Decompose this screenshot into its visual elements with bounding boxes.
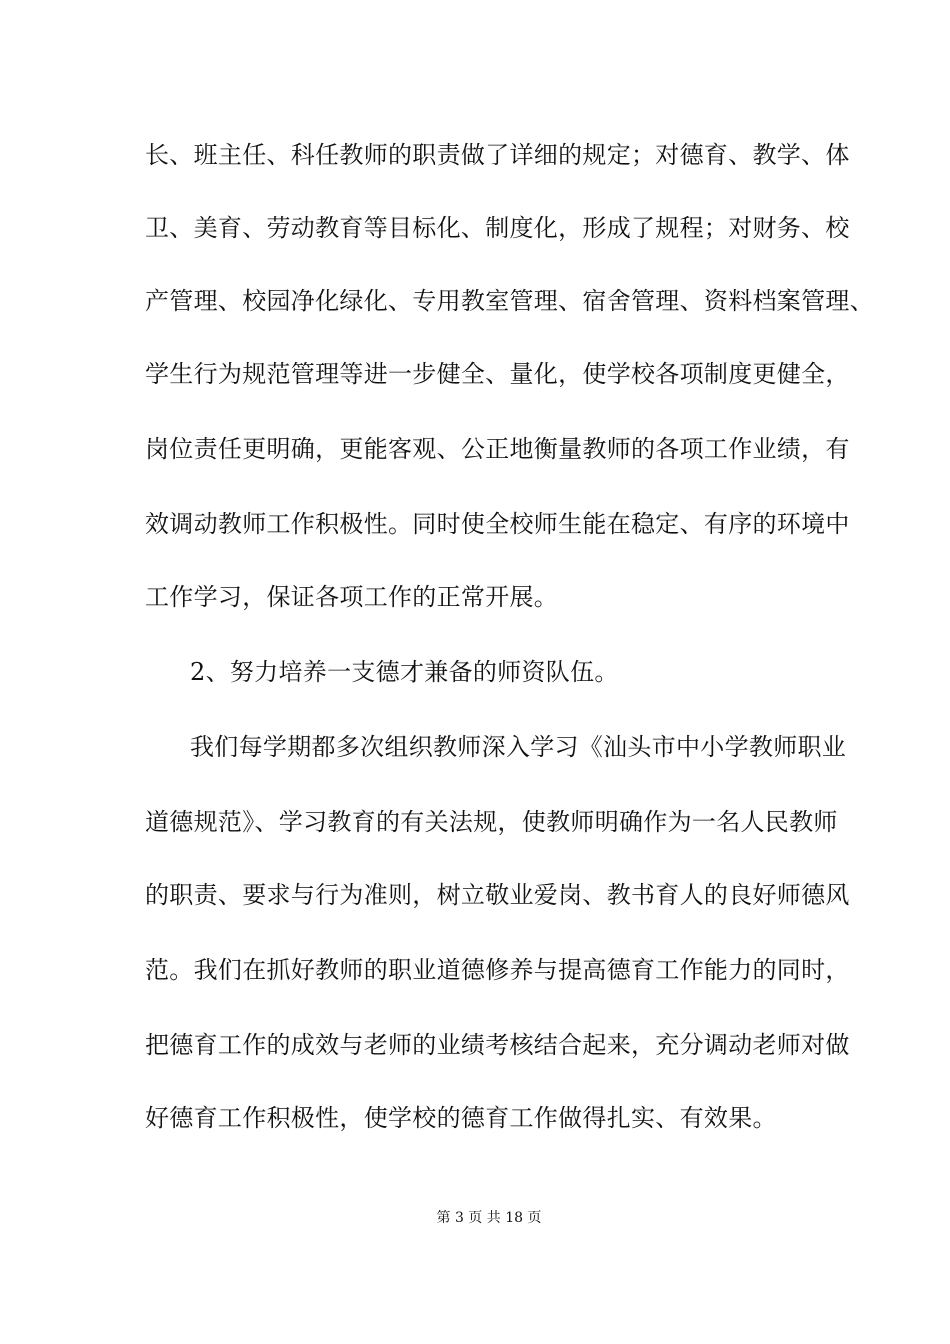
paragraph-2-line-3: 的职责、要求与行为准则，树立敬业爱岗、教书育人的良好师德风: [145, 881, 850, 909]
paragraph-2-line-2: 道德规范》、学习教育的有关法规，使教师明确作为一名人民教师: [145, 808, 838, 836]
paragraph-1-line-1: 长、班主任、科任教师的职责做了详细的规定；对德育、教学、体: [145, 141, 850, 169]
paragraph-1-line-5: 岗位责任更明确，更能客观、公正地衡量教师的各项工作业绩，有: [145, 435, 850, 463]
paragraph-1-line-6: 效调动教师工作积极性。同时使全校师生能在稳定、有序的环境中: [145, 510, 850, 538]
paragraph-2-line-1: 我们每学期都多次组织教师深入学习《汕头市中小学教师职业: [190, 733, 847, 761]
paragraph-2-line-5: 把德育工作的成效与老师的业绩考核结合起来，充分调动老师对做: [145, 1031, 850, 1059]
paragraph-1-line-3: 产管理、校园净化绿化、专用教室管理、宿舍管理、资料档案管理、: [145, 287, 874, 315]
page-number-footer: 第 3 页 共 18 页: [436, 1210, 542, 1226]
paragraph-2-line-6: 好德育工作积极性，使学校的德育工作做得扎实、有效果。: [145, 1104, 777, 1132]
paragraph-1-line-7: 工作学习，保证各项工作的正常开展。: [145, 583, 559, 611]
paragraph-2-line-4: 范。我们在抓好教师的职业道德修养与提高德育工作能力的同时，: [145, 956, 850, 984]
paragraph-1-line-2: 卫、美育、劳动教育等目标化、制度化，形成了规程；对财务、校: [145, 214, 850, 242]
section-heading-2: 2、努力培养一支德才兼备的师资队伍。: [190, 658, 619, 686]
paragraph-1-line-4: 学生行为规范管理等进一步健全、量化，使学校各项制度更健全，: [145, 360, 850, 388]
